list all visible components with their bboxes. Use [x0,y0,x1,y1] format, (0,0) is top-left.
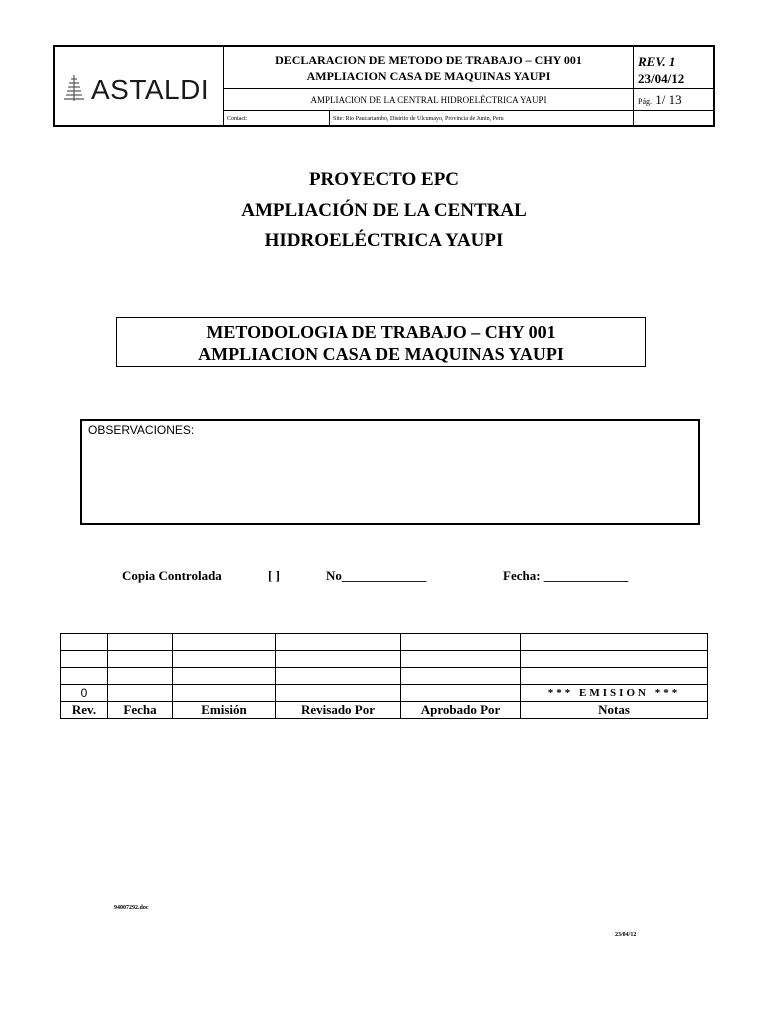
table-cell [276,685,401,702]
table-cell [521,651,708,668]
table-cell [401,651,521,668]
observaciones-box [80,419,700,525]
table-cell [61,668,108,685]
footer-date: 23/04/12 [615,932,637,938]
table-cell [276,668,401,685]
table-header-row [61,702,708,719]
table-row [61,634,708,651]
astaldi-logo-icon [63,73,85,103]
site-text: Site: Rio Paucartambo, Distrito de Ulcumayo, Provincia de Junin, Peru [330,111,634,127]
project-title-line2: AMPLIACIÓN DE LA CENTRAL [241,200,527,221]
copia-number-field: No_____________ [326,568,427,583]
table-cell [61,651,108,668]
table-cell [61,634,108,651]
header-title-line1: DECLARACION DE METODO DE TRABAJO – CHY 001 [275,53,582,67]
table-row [61,685,708,702]
header-subtitle: AMPLIACION DE LA CENTRAL HIDROELÉCTRICA YAUPI [224,89,634,111]
header-title [224,47,634,89]
column-header-emision: Emisión [173,702,276,719]
methodology-box [116,317,646,367]
column-header-fecha: Fecha [108,702,173,719]
revision-cell [634,47,715,89]
methodology-line1: METODOLOGIA DE TRABAJO – CHY 001 [206,322,556,342]
column-header-aprobado: Aprobado Por [401,702,521,719]
table-cell [401,668,521,685]
observaciones-label: OBSERVACIONES: [88,423,195,437]
revision-table [60,633,708,719]
table-row [61,651,708,668]
table-cell-rev: 0 [61,685,108,702]
footer-file-code: 94007292.doc [114,905,149,911]
revision-label: REV. 1 [638,54,676,69]
table-row [61,668,708,685]
table-cell [401,634,521,651]
document-header [53,45,715,127]
copia-checkbox: [ ] [268,568,280,583]
table-cell [401,685,521,702]
table-cell [108,668,173,685]
contact-label: Contact: [224,111,330,127]
project-title-line1: PROYECTO EPC [308,169,460,190]
table-cell [173,685,276,702]
revision-date: 23/04/12 [638,71,685,86]
table-cell [108,685,173,702]
table-cell [108,634,173,651]
methodology-line2: AMPLIACION CASA DE MAQUINAS YAUPI [198,344,564,364]
logo-cell [55,47,224,127]
table-cell [276,651,401,668]
project-title-line3: HIDROELÉCTRICA YAUPI [264,230,504,251]
logo-text: ASTALDI [91,74,210,105]
table-cell-notes: *** EMISION *** [521,685,708,702]
table-cell [108,651,173,668]
table-cell [173,651,276,668]
page-label: Pág. [638,97,652,106]
table-cell [173,634,276,651]
copia-fecha-field: Fecha: _____________ [503,568,629,583]
table-cell [276,634,401,651]
page-number-cell [634,89,715,111]
copia-controlada-label: Copia Controlada [122,568,222,583]
column-header-revisado: Revisado Por [276,702,401,719]
header-title-line2: AMPLIACION CASA DE MAQUINAS YAUPI [306,69,551,83]
page-value: 1/ 13 [655,92,682,107]
table-cell [521,668,708,685]
column-header-rev: Rev. [61,702,108,719]
table-cell [173,668,276,685]
column-header-notas: Notas [521,702,708,719]
table-cell [521,634,708,651]
